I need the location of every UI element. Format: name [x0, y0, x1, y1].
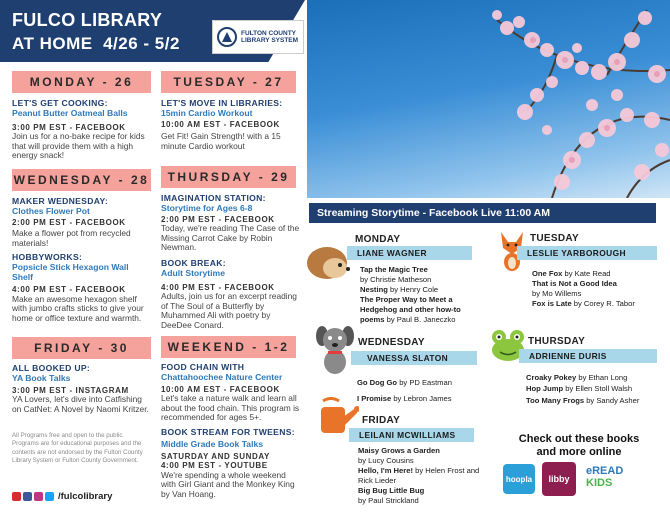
eread-label: eREAD [586, 465, 624, 477]
kids-label: KIDS [586, 477, 613, 489]
book-item: Hop Jump by Ellen Stoll Walsh [526, 384, 633, 394]
day-header-tuesday: TUESDAY - 27 [161, 71, 296, 93]
book-item: Hello, I'm Here! by Helen Frost and Rick Lieder [358, 466, 480, 486]
event-time: 4:00 PM EST - YOUTUBE [161, 461, 268, 471]
cta-line1: Check out these books [518, 433, 640, 445]
friday-event [12, 364, 152, 414]
event-description: Today, we're reading The Case of the Missing Carrot Cake by Robin Newman. [161, 223, 300, 253]
stream-books-monday [360, 265, 478, 326]
stream-host-wednesday: VANESSA SLATON [351, 351, 477, 365]
event-subtitle: Adult Storytime [161, 267, 225, 278]
library-logo-text [241, 30, 298, 45]
book-item: Maisy Grows a Garden [358, 446, 440, 455]
monday-event [12, 99, 152, 161]
event-title: MAKER WEDNESDAY: [12, 196, 108, 206]
day-header-wednesday: WEDNESDAY - 28 [12, 169, 151, 191]
event-title: BOOK BREAK: [161, 257, 226, 268]
event-time: 10:00 AM EST - FACEBOOK [161, 384, 280, 394]
cta-line2: and more online [536, 446, 622, 459]
thursday-events [161, 194, 302, 330]
event-subtitle: Middle Grade Book Talks [161, 438, 264, 449]
book-item: Croaky Pokey by Ethan Long [526, 373, 628, 382]
library-logo-icon [217, 27, 237, 47]
event-subtitle: Storytime for Ages 6-8 [161, 202, 253, 213]
event-subtitle: 15min Cardio Workout [161, 107, 253, 118]
event-title: FOOD CHAIN WITH [161, 362, 245, 372]
social-handle[interactable]: /fulcolibrary [58, 491, 113, 502]
facebook-icon[interactable] [23, 492, 32, 501]
event-title: BOOK STREAM FOR TWEENS: [161, 426, 295, 437]
stream-host-tuesday: LESLIE YARBOROUGH [517, 246, 657, 260]
event-time: 3:00 PM EST - FACEBOOK [12, 122, 126, 132]
logo-line2: LIBRARY SYSTEM [241, 37, 299, 44]
event-title: IMAGINATION STATION: [161, 193, 266, 203]
instagram-icon[interactable] [34, 492, 43, 501]
page-title: FULCO LIBRARY [12, 10, 163, 30]
book-item: Too Many Frogs by Sandy Asher [526, 395, 640, 405]
event-title: LET'S GET COOKING: [12, 98, 108, 108]
stream-books-tuesday [532, 269, 660, 309]
event-subtitle: Popsicle Stick Hexagon Wall Shelf [12, 262, 129, 283]
book-item: That is Not a Good Idea [532, 279, 617, 289]
book-author: by Mo Willems [532, 289, 582, 299]
subtitle-dates: 4/26 - 5/2 [103, 34, 180, 53]
book-item: I Promise by Lebron James [357, 394, 452, 404]
event-description: YA Lovers, let's dive into Catfishing on CatNet: A Novel by Naomi Kritzer. [12, 394, 149, 414]
stream-day-wednesday: WEDNESDAY [358, 337, 425, 348]
event-time: 10:00 AM EST - FACEBOOK [161, 119, 280, 129]
day-header-monday: MONDAY - 26 [12, 71, 151, 93]
event-time: 4:00 PM EST - FACEBOOK [12, 284, 126, 294]
day-header-thursday: THURSDAY - 29 [161, 166, 296, 188]
event-description: We're spending a whole weekend with Girl Giant and the Monkey King by Van Hoang. [161, 469, 295, 499]
event-time: 3:00 PM EST - INSTAGRAM [12, 385, 129, 395]
book-item: Nesting by Henry Cole [360, 285, 439, 295]
book-item: The Proper Way to Meet a Hedgehog and other how-to poems by Paul B. Janeczko [360, 295, 461, 325]
book-item: Fox is Late by Corey R. Tabor [532, 299, 635, 309]
streaming-banner: Streaming Storytime - Facebook Live 11:00 AM [309, 203, 656, 223]
book-item: Tap the Magic Tree [360, 265, 428, 274]
event-description: Get Fit! Gain Strength! with a 15 minute Cardio workout [161, 131, 281, 151]
event-title: ALL BOOKED UP: [12, 363, 91, 373]
stream-day-tuesday: TUESDAY [530, 233, 579, 244]
hoopla-app-button[interactable]: hoopla [503, 464, 535, 494]
subtitle-at-home: AT HOME [12, 34, 93, 53]
book-author: by Lucy Cousins [358, 456, 414, 466]
disclaimer: All Programs free and open to the public. Programs are for educational purposes and the contents are not endorsed by the Fulton County Library System or Fulton County Government. [12, 432, 143, 465]
logo-line1: FULTON COUNTY [241, 29, 297, 37]
day-header-friday: FRIDAY - 30 [12, 337, 151, 359]
event-description: Make an awesome hexagon shelf with jumbo crafts sticks to give your home or office texture and warmth. [12, 293, 144, 323]
event-subtitle: Peanut Butter Oatmeal Balls [12, 107, 128, 118]
page-subtitle [12, 34, 180, 54]
book-item: Go Dog Go by PD Eastman [357, 378, 452, 387]
hedgehog-icon [305, 236, 353, 284]
stream-day-friday: FRIDAY [362, 415, 401, 426]
online-books-cta [500, 433, 658, 459]
library-logo [212, 20, 304, 54]
book-item: One Fox by Kate Read [532, 269, 611, 278]
event-description: Make a flower pot from recycled materials! [12, 228, 131, 248]
event-subtitle: Clothes Flower Pot [12, 205, 90, 216]
cherry-blossom-photo [307, 0, 670, 198]
event-description: Join us for a no-bake recipe for kids that will provide them with a high energy snack! [12, 131, 145, 161]
tuesday-event [161, 99, 301, 151]
stream-day-thursday: THURSDAY [528, 336, 586, 347]
event-time: 2:00 PM EST - FACEBOOK [12, 217, 126, 227]
youtube-icon[interactable] [12, 492, 21, 501]
eread-kids-app-button[interactable] [586, 466, 646, 496]
dog-icon [314, 324, 356, 376]
event-time: SATURDAY AND SUNDAY [161, 451, 270, 461]
stream-books-friday [358, 446, 480, 507]
stream-books-thursday [526, 372, 660, 406]
social-links [12, 491, 112, 502]
book-author: by Christie Matheson [360, 275, 432, 285]
twitter-icon[interactable] [45, 492, 54, 501]
event-time: 2:00 PM EST - FACEBOOK [161, 214, 275, 224]
stream-host-thursday: ADRIENNE DURIS [519, 349, 657, 363]
wednesday-events [12, 197, 152, 323]
event-description: Adults, join us for an excerpt reading of The Soul of a Butterfly by Muhammed Ali with poetry by DeeDee Conard. [161, 291, 297, 330]
book-item: Big Bug Little Bug [358, 486, 425, 496]
book-author: by Paul Strickland [358, 496, 419, 506]
event-subtitle: Chattahoochee Nature Center [161, 371, 283, 382]
event-title: LET'S MOVE IN LIBRARIES: [161, 98, 283, 108]
weekend-events [161, 363, 302, 499]
event-title: HOBBYWORKS: [12, 252, 83, 263]
day-header-weekend: WEEKEND - 1-2 [161, 336, 296, 358]
libby-app-button[interactable]: libby [542, 462, 576, 496]
event-subtitle: YA Book Talks [12, 372, 71, 383]
blossom-branches-illustration [307, 0, 670, 198]
stream-day-monday: MONDAY [355, 234, 401, 245]
event-description: Let's take a nature walk and learn all about the food chain. This program is recommended for ages 5+. [161, 393, 300, 423]
stream-host-monday: LIANE WAGNER [347, 246, 472, 260]
event-time: 4:00 PM EST - FACEBOOK [161, 282, 275, 292]
stream-books-wednesday [357, 378, 477, 404]
stream-host-friday: LEILANI MCWILLIAMS [349, 428, 474, 442]
